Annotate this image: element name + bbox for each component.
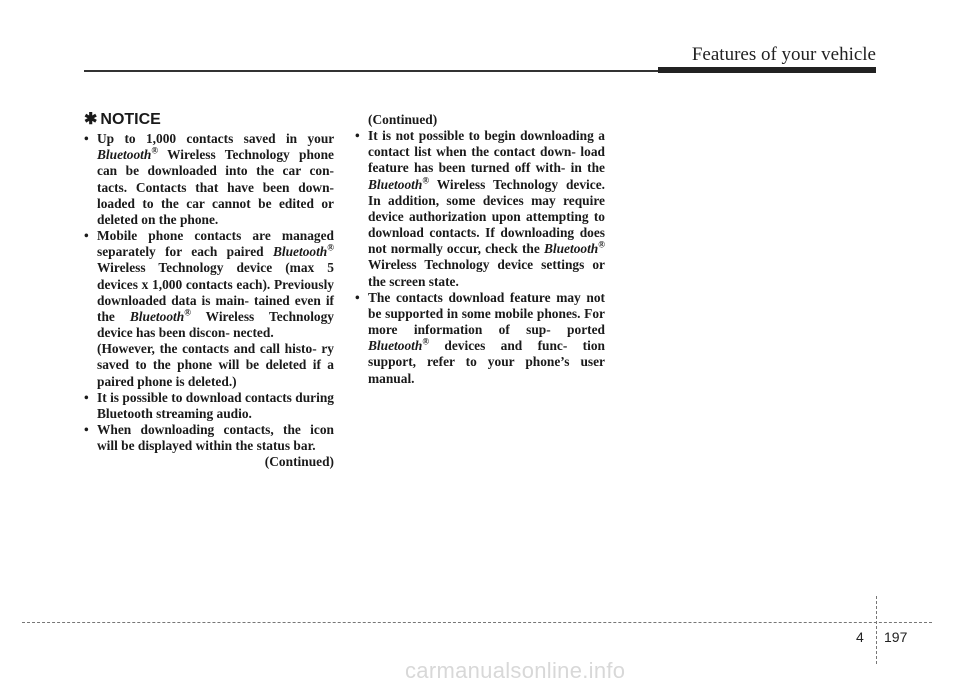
bluetooth-term: Bluetooth bbox=[543, 241, 599, 257]
registered-mark: ® bbox=[422, 175, 430, 186]
bullet-6-text-b: devices and func- tion support, refer to your phone’s user manual. bbox=[368, 338, 605, 386]
bullet-6-text-a: The contacts download feature may not be supported in some mobile phones. For more information of sup- ported bbox=[368, 289, 605, 338]
bullet-5-text-c: Wireless Technology device settings or the screen state. bbox=[368, 257, 605, 289]
bluetooth-term: Bluetooth bbox=[97, 147, 152, 163]
bullet-dot: • bbox=[355, 128, 360, 144]
notice-bullet-4 bbox=[84, 422, 334, 454]
bullet-5-text-a: It is not possible to begin downloading a contact list when the contact down- load feature has been turned off with- in the bbox=[368, 128, 605, 176]
chapter-number: 4 bbox=[856, 629, 864, 645]
bullet-2-text-a: Mobile phone contacts are managed separately for each paired bbox=[97, 228, 334, 260]
continued-label-top: (Continued) bbox=[368, 112, 438, 127]
footer-page-separator bbox=[876, 596, 877, 664]
bluetooth-term: Bluetooth bbox=[129, 308, 185, 324]
notice-heading-text: NOTICE bbox=[100, 111, 161, 128]
bullet-3-text: It is possible to download contacts during Bluetooth streaming audio. bbox=[97, 389, 334, 421]
notice-heading bbox=[84, 112, 334, 128]
continued-label-bottom: (Continued) bbox=[264, 454, 334, 470]
notice-bullet-2 bbox=[84, 228, 334, 341]
notice-bullet-3 bbox=[84, 390, 334, 422]
notice-bullet-1 bbox=[84, 131, 334, 228]
bullet-1-text-c: can be downloaded into the car con- tacts. Contacts that have been down- loaded to the car cannot be edited or deleted on the phone. bbox=[97, 163, 334, 227]
bullet-4-text: When downloading contacts, the icon will be displayed within the status bar. bbox=[97, 421, 334, 454]
bullet-dot: • bbox=[84, 228, 89, 244]
bullet-dot: • bbox=[355, 289, 360, 305]
bluetooth-term: Bluetooth bbox=[272, 244, 328, 260]
bullet-1-text-a: Up to 1,000 contacts saved in your bbox=[97, 131, 334, 147]
notice-bullet-5 bbox=[355, 128, 605, 290]
notice-column-right bbox=[355, 112, 605, 387]
asterisk-cross-icon: ✱ bbox=[84, 111, 98, 128]
bluetooth-term: Bluetooth bbox=[368, 338, 423, 354]
bluetooth-term: Bluetooth bbox=[368, 176, 423, 192]
registered-mark: ® bbox=[422, 336, 430, 347]
registered-mark: ® bbox=[184, 307, 191, 318]
bullet-dot: • bbox=[84, 389, 89, 405]
notice-column-left bbox=[84, 112, 334, 470]
watermark: carmanualsonline.info bbox=[405, 658, 626, 683]
section-title: Features of your vehicle bbox=[691, 44, 876, 65]
header-rule bbox=[84, 70, 660, 72]
registered-mark: ® bbox=[327, 242, 334, 253]
footer-divider bbox=[22, 622, 932, 623]
registered-mark: ® bbox=[598, 239, 605, 250]
bullet-dot: • bbox=[84, 421, 89, 437]
notice-paren-note: (However, the contacts and call histo- ry saved to the phone will be deleted if a paired phone is deleted.) bbox=[97, 341, 334, 389]
bullet-2-text-b: Wireless Technology device (max 5 devices x 1,000 contacts each). Previously downloaded data is main- tained even if the bbox=[97, 260, 334, 324]
notice-bullet-6 bbox=[355, 290, 605, 387]
bullet-1-text-b: Wireless Technology phone bbox=[158, 147, 334, 163]
header-rule-accent bbox=[658, 67, 876, 73]
page-number: 197 bbox=[884, 629, 908, 645]
bullet-dot: • bbox=[84, 131, 89, 147]
registered-mark: ® bbox=[151, 145, 159, 156]
bullet-5-text-b: Wireless Technology device. In addition, some devices may require device authorization upon attempting to download contacts. If downloading does not normally occur, check the bbox=[368, 176, 605, 257]
bullet-2-text-c: Wireless Technology device has been discon- nected. bbox=[97, 308, 334, 341]
